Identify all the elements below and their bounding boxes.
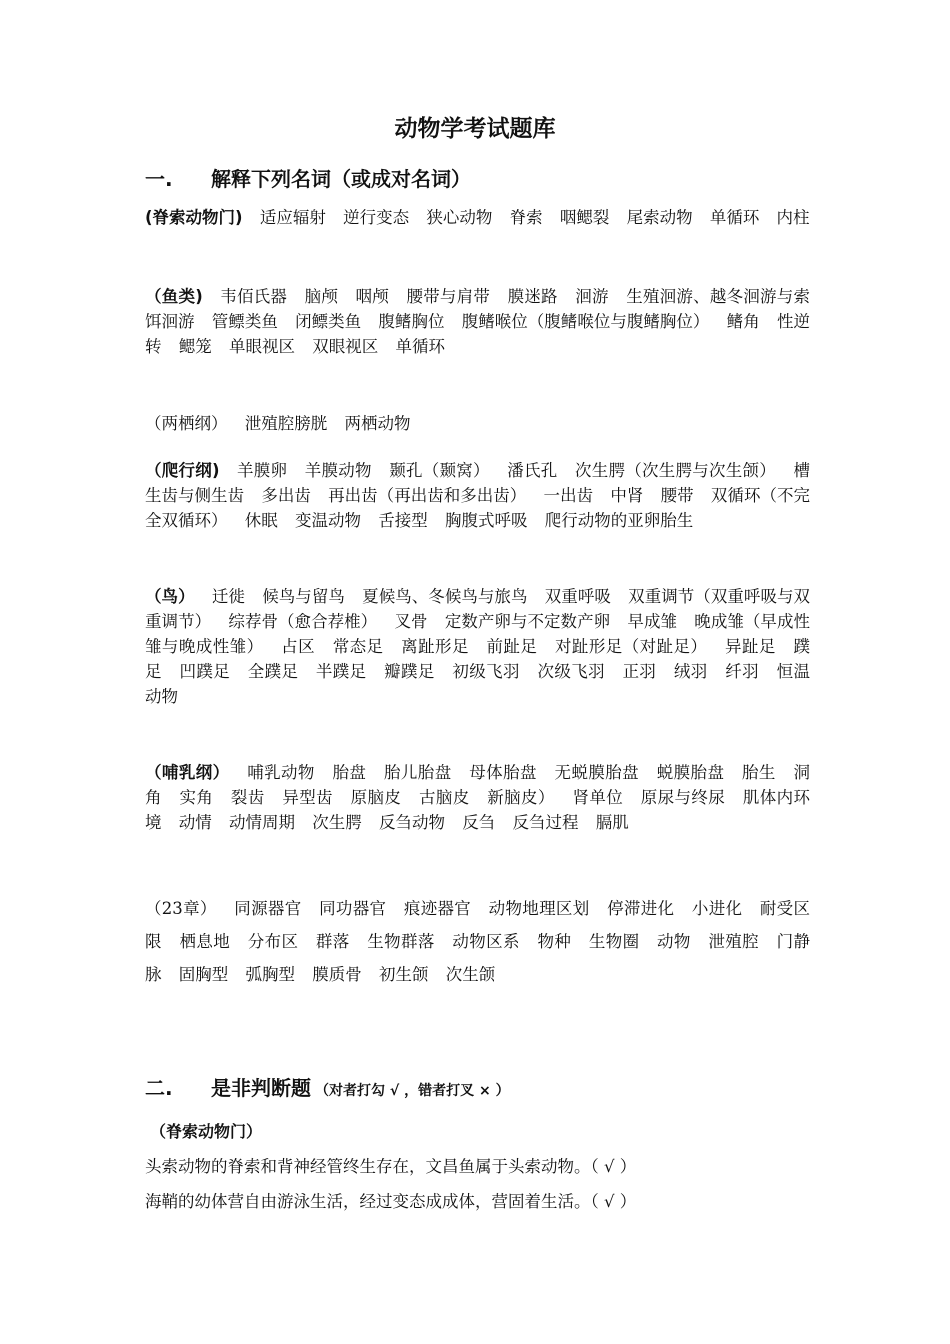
group-terms: 韦佰氏器 脑颅 咽颅 腰带与肩带 膜迷路 洄游 生殖洄游、越冬洄游与索饵洄游 管鳔类鱼 闭鳔类鱼 腹鳍胸位 腹鳍喉位（腹鳍喉位与腹鳍胸位） 鳍角 性逆转 鳃笼 单眼视区 双眼视区 单循环 [145, 287, 810, 356]
terms-mammalia [145, 760, 810, 835]
section2-subheading: （脊索动物门） [150, 1122, 263, 1141]
section2-heading [145, 1072, 510, 1101]
terms-chordata [145, 205, 810, 230]
group-label: （鱼类) [145, 287, 203, 306]
group-label: （爬行纲) [145, 461, 220, 480]
terms-aves [145, 584, 810, 709]
group-label: （哺乳纲） [145, 763, 230, 782]
group-terms: 泄殖腔膀胱 两栖动物 [244, 414, 411, 433]
judgment-item: 海鞘的幼体营自由游泳生活，经过变态成成体，营固着生活。（ √ ） [145, 1192, 637, 1211]
group-terms: 适应辐射 逆行变态 狭心动物 脊索 咽鳃裂 尾索动物 单循环 内柱 [259, 208, 810, 227]
section1-heading [145, 163, 471, 192]
group-label: （23章） [145, 899, 217, 918]
document-title: 动物学考试题库 [394, 116, 556, 142]
group-terms: 羊膜卵 羊膜动物 颞孔（颞窝） 潘氏孔 次生腭（次生腭与次生颌） 槽生齿与侧生齿 多出齿 再出齿（再出齿和多出齿） 一出齿 中肾 腰带 双循环（不完全双循环） 休眠 变温动物 舌接型 胸腹式呼吸 爬行动物的亚卵胎生 [145, 461, 810, 530]
group-terms: 哺乳动物 胎盘 胎儿胎盘 母体胎盘 无蜕膜胎盘 蜕膜胎盘 胎生 洞角 实角 裂齿 异型齿 原脑皮 古脑皮 新脑皮） 肾单位 原尿与终尿 肌体内环境 动情 动情周期 次生腭 反刍动物 反刍 反刍过程 膈肌 [145, 763, 810, 832]
group-terms: 同源器官 同功器官 痕迹器官 动物地理区划 停滞进化 小进化 耐受区限 栖息地 分布区 群落 生物群落 动物区系 物种 生物圈 动物 泄殖腔 门静脉 固胸型 弧胸型 膜质骨 初生颌 次生颌 [145, 899, 810, 984]
group-label: (脊索动物门) [145, 208, 243, 227]
group-label: （鸟） [145, 587, 195, 606]
group-label: （两栖纲） [145, 414, 228, 433]
terms-reptilia [145, 458, 810, 533]
group-terms: 迁徙 候鸟与留鸟 夏候鸟、冬候鸟与旅鸟 双重呼吸 双重调节（双重呼吸与双重调节） 综荐骨（愈合荐椎） 叉骨 定数产卵与不定数产卵 早成雏 晚成雏（早成性雏与晚成性雏） 占区 常态足 离趾形足 前趾足 对趾形足（对趾足） 异趾足 蹼足 凹蹼足 全蹼足 半蹼足 瓣蹼足 初级飞羽 次级飞羽 正羽 绒羽 纤羽 恒温动物 [145, 587, 811, 706]
section2-note: （对者打勾 √ ，错者打叉 × ） [315, 1083, 510, 1099]
terms-fish [145, 284, 810, 359]
terms-chapter23 [145, 892, 810, 991]
judgment-item: 头索动物的脊索和背神经管终生存在，文昌鱼属于头索动物。（ √ ） [145, 1157, 637, 1176]
section1-number: 一. [145, 167, 173, 191]
section1-title: 解释下列名词（或成对名词） [211, 167, 471, 191]
section2-number: 二. [145, 1076, 173, 1100]
terms-amphibia [145, 411, 810, 436]
section2-title: 是非判断题 [211, 1076, 311, 1100]
